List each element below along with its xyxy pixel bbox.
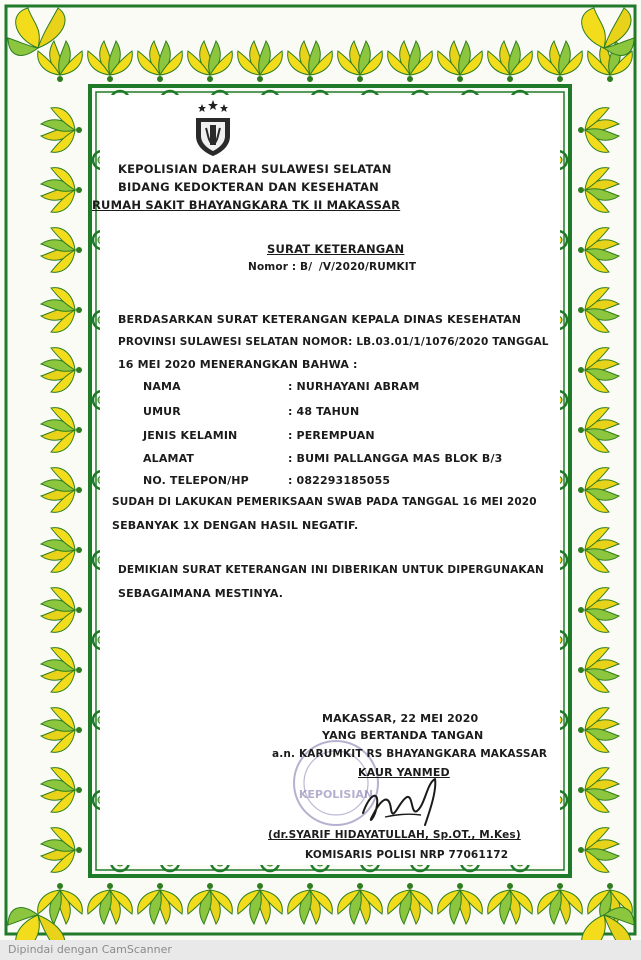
result-line-1: SUDAH DI LAKUKAN PEMERIKSAAN SWAB PADA TANGGAL 16 MEI 2020	[112, 496, 537, 508]
field-label: NO. TELEPON/HP	[143, 474, 249, 487]
sign-rank: KOMISARIS POLISI NRP 77061172	[305, 849, 509, 861]
bottom-leaf-row	[38, 883, 633, 924]
field-value: : BUMI PALLANGGA MAS BLOK B/3	[288, 452, 503, 465]
header-line-1: KEPOLISIAN DAERAH SULAWESI SELATAN	[118, 162, 392, 176]
field-label: NAMA	[143, 380, 181, 393]
document-number: Nomor : B/ /V/2020/RUMKIT	[248, 261, 417, 273]
field-label: ALAMAT	[143, 452, 195, 465]
sign-name: (dr.SYARIF HIDAYATULLAH, Sp.OT., M.Kes)	[268, 829, 521, 841]
top-leaf-row	[38, 41, 633, 82]
field-value: : 48 TAHUN	[288, 405, 360, 418]
sign-on-behalf: a.n. KARUMKIT RS BHAYANGKARA MAKASSAR	[272, 748, 548, 760]
field-value: : NURHAYANI ABRAM	[288, 380, 420, 393]
right-leaf-column	[578, 108, 619, 873]
closing-line-2: SEBAGAIMANA MESTINYA.	[118, 587, 284, 600]
police-emblem-icon	[188, 98, 238, 158]
sign-place-date: MAKASSAR, 22 MEI 2020	[322, 712, 479, 725]
field-value: : PEREMPUAN	[288, 429, 375, 442]
three-stars-icon	[198, 100, 228, 112]
field-label: UMUR	[143, 405, 181, 418]
sign-unit: KAUR YANMED	[358, 766, 450, 779]
field-value: : 082293185055	[288, 474, 391, 487]
stamp-text: KEPOLISIAN	[298, 788, 374, 801]
signature-mark	[355, 775, 445, 835]
intro-line-1: BERDASARKAN SURAT KETERANGAN KEPALA DINAS KESEHATAN	[118, 313, 522, 326]
field-label: JENIS KELAMIN	[143, 429, 238, 442]
header-line-2: BIDANG KEDOKTERAN DAN KESEHATAN	[118, 180, 379, 194]
intro-line-3: 16 MEI 2020 MENERANGKAN BAHWA :	[118, 358, 358, 371]
scanner-note: Dipindai dengan CamScanner	[8, 943, 172, 956]
intro-line-2: PROVINSI SULAWESI SELATAN NOMOR: LB.03.01/1/1076/2020 TANGGAL	[118, 336, 549, 348]
left-leaf-column	[41, 108, 82, 873]
result-line-2: SEBANYAK 1X DENGAN HASIL NEGATIF.	[112, 519, 359, 532]
closing-line-1: DEMIKIAN SURAT KETERANGAN INI DIBERIKAN UNTUK DIPERGUNAKAN	[118, 564, 544, 576]
sign-signed-by: YANG BERTANDA TANGAN	[322, 729, 484, 742]
header-line-3: RUMAH SAKIT BHAYANGKARA TK II MAKASSAR	[92, 198, 401, 212]
document-title: SURAT KETERANGAN	[267, 242, 405, 256]
